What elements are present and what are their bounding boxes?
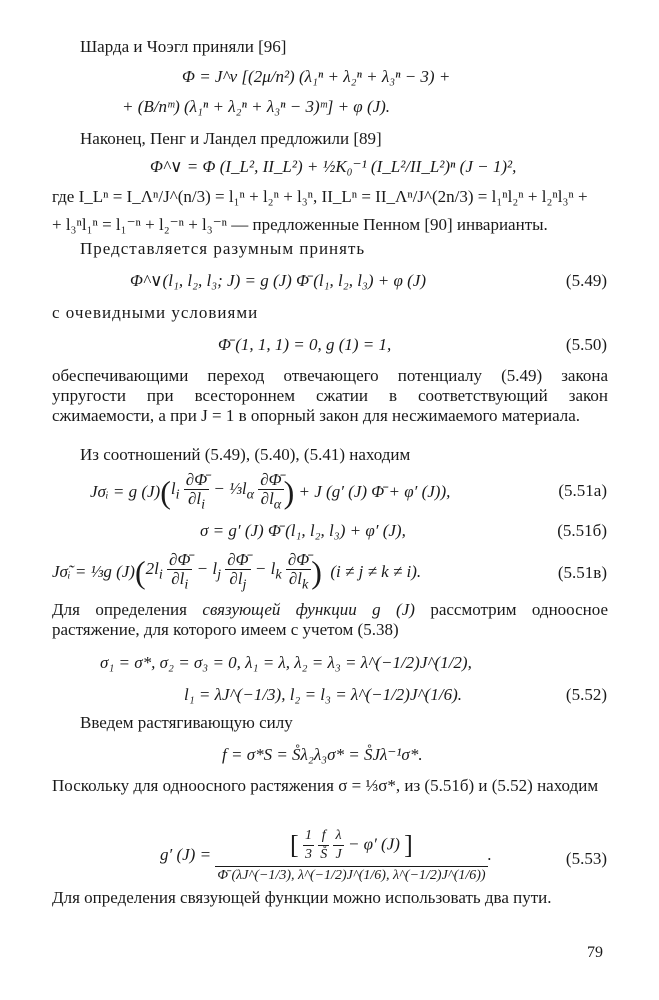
equation-denominator: Φ̄ (λJ^(−1/3), λ^(−1/2)J^(1/6), λ^(−1/2)J^(1/6)): [217, 868, 486, 883]
equation: g′ (J) = [ $\frac{1}{3}$ $\frac{f}{S̊}$ $\frac{\lambda}{J}$ − φ′ (J) ] Φ̄ (λJ^(−1/3), λ^(−1/2)J^(1/6), λ^(−1/2)J^(1/6)) .: [160, 820, 492, 890]
equation: Jσ̃ᵢ = ⅓g (J) ( $2l_i$ $\frac{\partial\Phī}{\partial l_i}$ − $l_j$ $\frac{\partial\Phī}{\partial l_j}$ − $l_k$ $\frac{\partial\Phī}{\partial l_k}$ ) (i ≠ j ≠ k ≠ i).: [52, 549, 422, 593]
equation-line: Φ^∨ = Φ (I_L², II_L²) + ½K₀⁻¹ (I_L²/II_L²)ⁿ (J − 1)²,: [150, 157, 517, 176]
equation-number: (5.50): [565, 335, 607, 354]
equation-number: (5.51в): [557, 563, 607, 582]
equation-line: Φ = J^ν [(2μ/n²) (λ₁ⁿ + λ₂ⁿ + λ₃ⁿ − 3) +: [182, 67, 451, 86]
page-number: 79: [587, 944, 603, 961]
equation: Jσᵢ = g (J) ( $l_i$ $\frac{\partial\Phī}{\partial l_i}$ − $\frac{1}{3}l_\alpha$ $\frac{\partial\Phī}{\partial l_\alpha}$ ) + J (g′ (J) Φ̄ + φ′ (J)),: [90, 469, 451, 513]
equation: Φ^∨(l₁, l₂, l₃; J) = g (J) Φ̄ (l₁, l₂, l₃) + φ (J): [130, 271, 426, 290]
text-line: Шарда и Чоэгл приняли [96]: [80, 37, 287, 56]
equation-part: g′ (J) =: [160, 845, 212, 864]
equation: σ = g′ (J) Φ̄ (l₁, l₂, l₃) + φ′ (J),: [200, 521, 406, 540]
equation: f = σ*S = S̊λ₂λ₃σ* = S̊Jλ⁻¹σ*.: [222, 745, 423, 764]
equation: Φ̄ (1, 1, 1) = 0, g (1) = 1,: [218, 335, 392, 354]
paragraph: Для определения связующей функции можно использовать два пути.: [52, 888, 552, 907]
equation-line: l₁ = λJ^(−1/3), l₂ = l₃ = λ^(−1/2)J^(1/6).: [184, 685, 462, 704]
equation-number: (5.52): [565, 685, 607, 704]
text-line: Наконец, Пенг и Ландел предложили [89]: [80, 129, 382, 148]
text-line: + l₃ⁿl₁ⁿ = l₁⁻ⁿ + l₂⁻ⁿ + l₃⁻ⁿ — предложенные Пенном [90] инварианты.: [52, 215, 548, 234]
paragraph-part: рассмотрим одноосное растяжение, для которого имеем с учетом (5.38): [52, 600, 608, 639]
text-line: с очевидными условиями: [52, 303, 259, 322]
text-line: Введем растягивающую силу: [80, 713, 293, 732]
equation-line: + (B/nᵐ) (λ₁ⁿ + λ₂ⁿ + λ₃ⁿ − 3)ᵐ] + φ (J).: [122, 97, 391, 116]
paragraph-part: Для определения: [52, 600, 203, 619]
paragraph: Поскольку для одноосного растяжения σ = ⅓σ*, из (5.51б) и (5.52) находим: [52, 776, 599, 795]
paragraph-term: связующей функции g (J): [202, 600, 415, 619]
equation-number: (5.51б): [557, 521, 607, 540]
paragraph: [52, 600, 608, 640]
equation-number: (5.49): [565, 271, 607, 290]
equation-part: (i ≠ j ≠ k ≠ i).: [330, 562, 422, 581]
equation-number: (5.53): [565, 849, 607, 868]
equation-line: σ₁ = σ*, σ₂ = σ₃ = 0, λ₁ = λ, λ₂ = λ₃ = λ^(−1/2)J^(1/2),: [100, 653, 472, 672]
text-line: где I_Lⁿ = I_Λⁿ/J^(n/3) = l₁ⁿ + l₂ⁿ + l₃ⁿ, II_Lⁿ = II_Λⁿ/J^(2n/3) = l₁ⁿl₂ⁿ + l₂ⁿl₃ⁿ +: [52, 187, 588, 206]
equation-number: (5.51а): [558, 481, 607, 500]
paragraph: обеспечивающими переход отвечающего потенциалу (5.49) закона упругости при всестороннем сжатии в соответствующий закон сжимаемости, а при J = 1 в опорный закон для несжимаемого материала.: [52, 366, 608, 425]
text-line: Из соотношений (5.49), (5.40), (5.41) находим: [80, 445, 411, 464]
equation-part: Jσᵢ = g (J): [90, 482, 161, 501]
text-line: Представляется разумным принять: [80, 239, 366, 258]
equation-part: + J (g′ (J) Φ̄ + φ′ (J)),: [298, 482, 451, 501]
equation-part: Jσ̃ᵢ = ⅓g (J): [52, 562, 135, 581]
